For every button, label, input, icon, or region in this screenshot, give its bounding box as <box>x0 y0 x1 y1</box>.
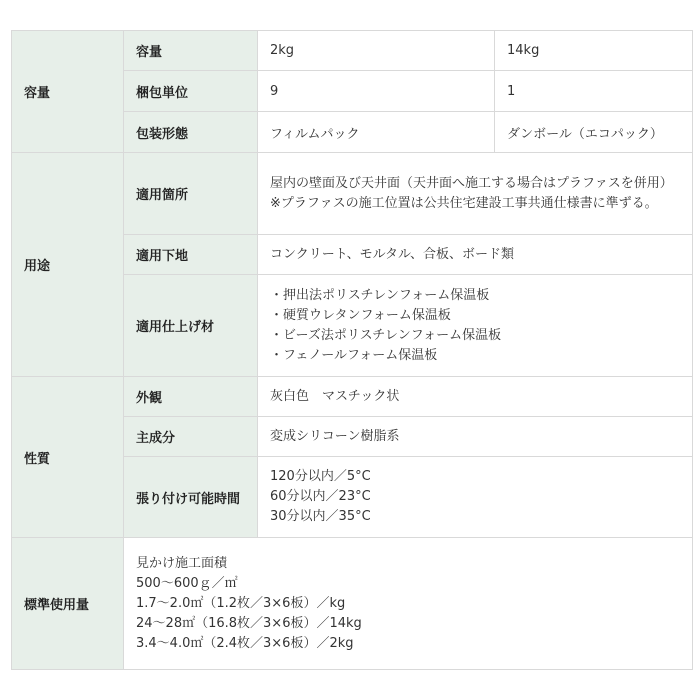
label-substrate: 適用下地 <box>124 235 258 275</box>
spec-row-application-area <box>12 153 693 235</box>
value-packaging-2kg: フィルムパック <box>258 112 495 153</box>
text-line: 60分以内／23°C <box>270 489 371 504</box>
text-line: 24〜28㎡（16.8枚／3×6板）／14kg <box>136 615 362 631</box>
category-standard-usage: 標準使用量 <box>12 538 124 670</box>
spec-row-capacity <box>12 31 693 71</box>
label-appearance: 外観 <box>124 377 258 417</box>
label-open-time: 張り付け可能時間 <box>124 457 258 538</box>
list-item: ・フェノールフォーム保温板 <box>270 347 438 363</box>
label-packaging: 包装形態 <box>124 112 258 153</box>
text-line: 500〜600ｇ／㎡ <box>136 575 238 591</box>
product-spec-table <box>11 30 693 670</box>
text-line: 灰白色 マスチック状 <box>270 388 400 404</box>
category-properties: 性質 <box>12 377 124 538</box>
text-line: 屋内の壁面及び天井面（天井面へ施工する場合はプラファスを併用） <box>270 175 673 191</box>
label-packing-unit: 梱包単位 <box>124 71 258 112</box>
text-line: 1.7〜2.0㎡（1.2枚／3×6板）／kg <box>136 595 346 611</box>
value-capacity-2kg: 2kg <box>258 31 495 71</box>
value-appearance <box>258 377 693 417</box>
list-item: ・ビーズ法ポリスチレンフォーム保温板 <box>270 327 502 343</box>
text-line: ※プラファスの施工位置は公共住宅建設工事共通仕様書に準ずる。 <box>270 195 658 211</box>
text-line: コンクリート、モルタル、合板、ボード類 <box>270 246 515 262</box>
text-line: 見かけ施工面積 <box>136 555 228 571</box>
label-main-component: 主成分 <box>124 417 258 457</box>
category-capacity: 容量 <box>12 31 124 153</box>
label-finish-material: 適用仕上げ材 <box>124 275 258 377</box>
list-item: ・硬質ウレタンフォーム保温板 <box>270 307 451 323</box>
value-open-time <box>258 457 693 538</box>
value-packing-unit-2kg: 9 <box>258 71 495 112</box>
value-packing-unit-14kg: 1 <box>495 71 693 112</box>
text-line: 30分以内／35°C <box>270 509 371 524</box>
value-substrate <box>258 235 693 275</box>
value-standard-usage <box>124 538 693 670</box>
category-usage: 用途 <box>12 153 124 377</box>
value-main-component <box>258 417 693 457</box>
value-application-area <box>258 153 693 235</box>
text-line: 120分以内／5°C <box>270 469 371 484</box>
spec-row-appearance <box>12 377 693 417</box>
value-finish-material <box>258 275 693 377</box>
label-application-area: 適用箇所 <box>124 153 258 235</box>
list-item: ・押出法ポリスチレンフォーム保温板 <box>270 287 490 303</box>
value-packaging-14kg: ダンボール（エコパック） <box>495 112 693 153</box>
value-capacity-14kg: 14kg <box>495 31 693 71</box>
text-line: 3.4〜4.0㎡（2.4枚／3×6板）／2kg <box>136 635 354 651</box>
text-line: 変成シリコーン樹脂系 <box>270 428 400 444</box>
spec-row-standard-usage <box>12 538 693 670</box>
label-capacity: 容量 <box>124 31 258 71</box>
